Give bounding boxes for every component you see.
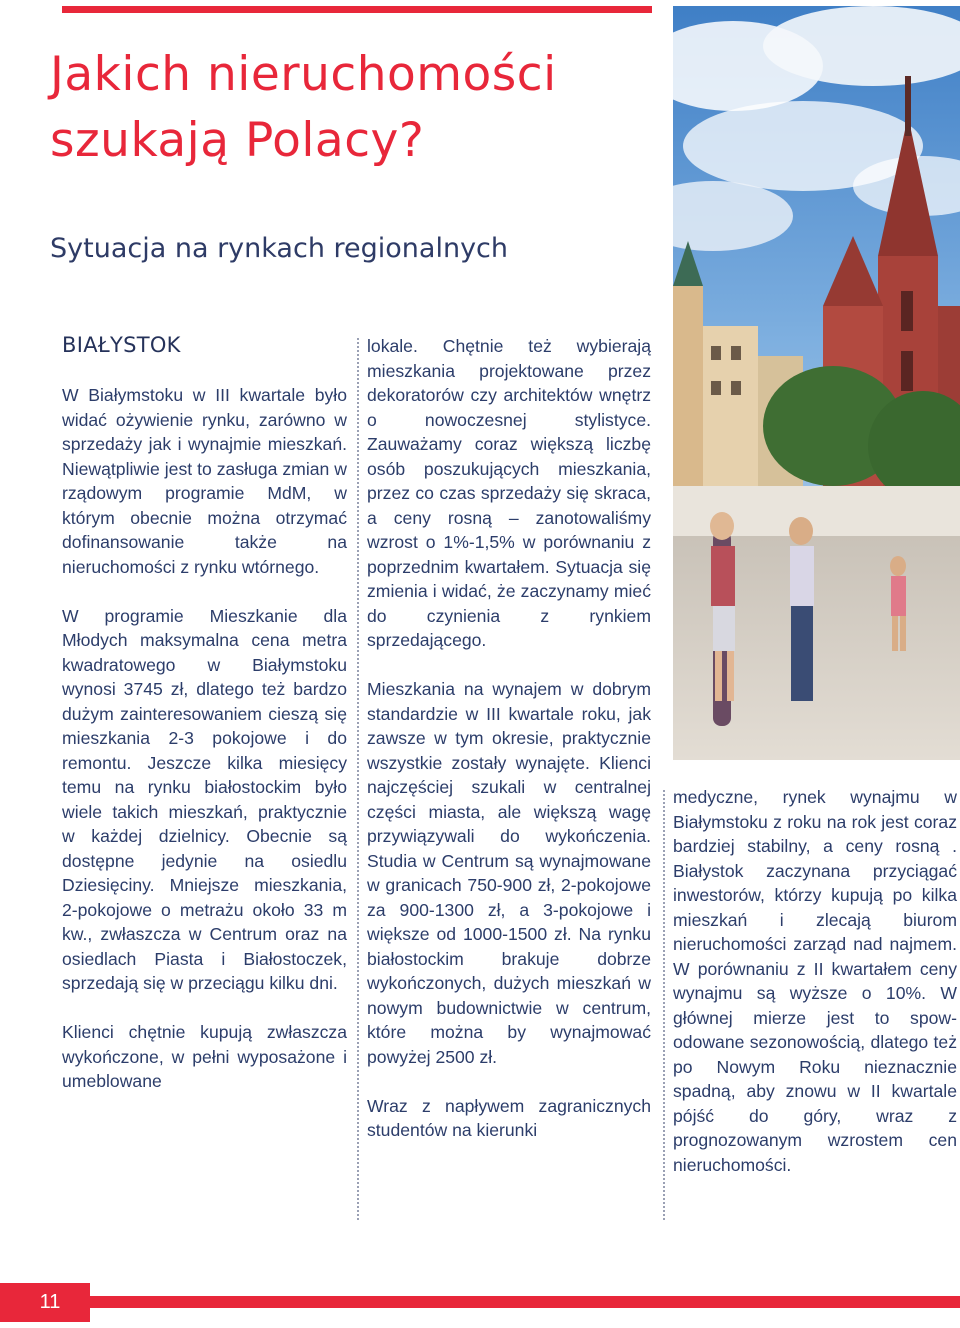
paragraph: Klienci chętnie kupują zwłaszcza wykończone, w pełni wyposażone i umeblowane xyxy=(62,1022,347,1091)
text-column-1 xyxy=(62,383,347,1094)
page-subtitle: Sytuacja na rynkach regionalnych xyxy=(50,233,508,264)
paragraph: W Białymstoku w III kwartale było widać ożywienie rynku, zarówno w sprzedaży jak i wynajmie mieszkań. Niewątpliwie jest to zasługa zmian w rządowym programie MdM, w którym obecnie można otrzymać dofinansowanie także na nieruchomości z rynku wtórnego. xyxy=(62,385,347,577)
paragraph: Wraz z napływem zagranicznych studentów na kierunki xyxy=(367,1095,651,1140)
text-column-2 xyxy=(367,334,651,1143)
paragraph: Mieszkania na wynajem w dobrym standardzie w III kwartale roku, jak zawsze w tym okresie, praktycznie wszystkie zostały wynajęte. Klienci najczęściej szukali w centralnej części miasta, ale większą wagę przywiązywali do wykończenia. Studia w Centrum są wynajmowane w granicach 750-900 zł, 2-pokojowe za 900-1300 zł, a 3-pokojowe i większe od 1000-1500 zł. Na rynku białostockim brakuje dobrze wykończonych, dużych mieszkań w nowym budownictwie w centrum, które można by wynajmować powyżej 2500 zł. xyxy=(367,679,651,1067)
bottom-accent-bar xyxy=(0,1296,960,1308)
paragraph: lokale. Chętnie też wybierają mieszkania projektowane przez dekoratorów czy architektów wnętrz o nowoczesnej stylistyce. Zauważamy coraz większą liczbę osób poszukujących mieszkania, przez co czas sprzedaży się skraca, a ceny rosną – zanotowaliśmy wzrost o 1%-1,5% w porównaniu z poprzednim kwartałem. Sytuacja się zmienia i widać, że zaczynamy mieć do czynienia z rynkiem sprzedającego. xyxy=(367,336,651,650)
paragraph: W programie Mieszkanie dla Młodych maksymalna cena metra kwadratowego w Białymstoku wynosi 3745 zł, dlatego też bardzo dużym zainteresowaniem cieszą się mieszkania 2-3 pokojowe i do remontu. Jeszcze kilka miesięcy temu na rynku białostockim było wiele takich mieszkań, praktycznie w każdej dzielnicy. Obecnie są dostępne jedynie na osiedlu Dziesięciny. Mniejsze mieszkania, 2-pokojowe o metrażu około 33 m kw., zwłaszcza w Centrum oraz na osiedlach Piasta i Białostoczek, sprzedają się w przeciągu kilku dni. xyxy=(62,605,347,993)
section-heading: BIAŁYSTOK xyxy=(62,333,181,357)
city-square-photo xyxy=(673,6,960,760)
page-number-badge xyxy=(0,1283,90,1322)
page-title: Jakich nieruchomości szukają Polacy? xyxy=(50,47,557,168)
column-divider xyxy=(357,338,359,1220)
column-divider xyxy=(663,790,665,1220)
paragraph: medyczne, rynek wynajmu w Białymstoku z roku na rok jest coraz bardziej stabilny, a ceny rosną . Białystok zaczynana przyciągać inwestorów, którzy kupują po kilka mieszkań i zlecają biurom nieruchomości zarząd nad najmem. W porównaniu z II kwartałem ceny wynajmu są wyższe o 10%. W głównej mierze jest to spowodowane sezonowością, dlatego też po Nowym Roku nieznacznie spadną, aby znowu w II kwartale pójść do góry, wraz z prognozowanym wzrostem cen nieruchomości. xyxy=(673,787,957,1175)
page-number: 11 xyxy=(39,1291,61,1313)
top-accent-bar xyxy=(62,6,652,13)
text-column-3 xyxy=(673,785,957,1177)
